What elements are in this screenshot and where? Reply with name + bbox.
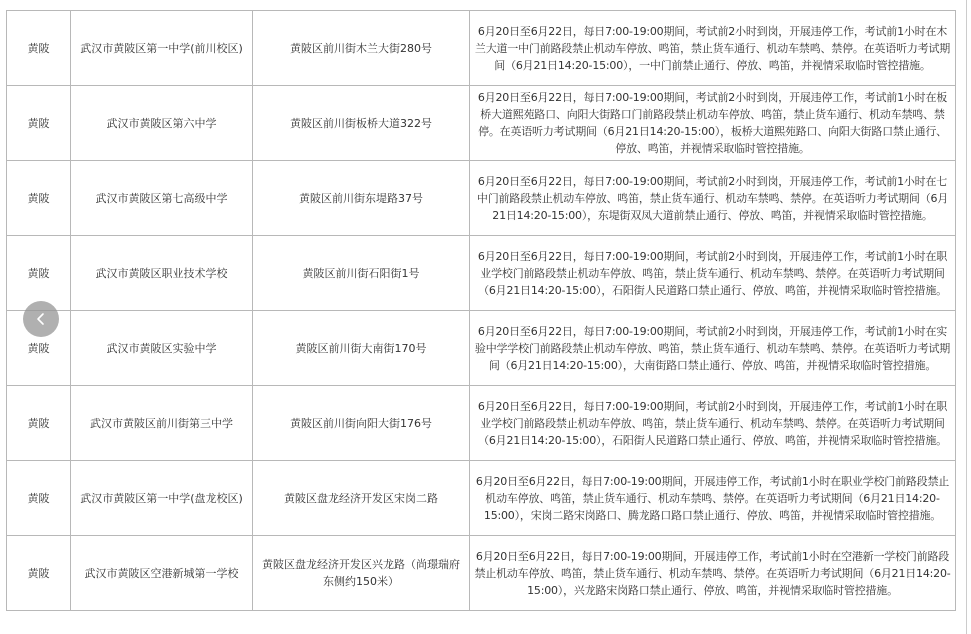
district-cell: 黄陂 [7, 161, 71, 236]
school-cell: 武汉市黄陂区第七高级中学 [71, 161, 253, 236]
table-row [7, 11, 956, 86]
measures-cell: 6月20日至6月22日，每日7:00-19:00期间，考试前2小时到岗，开展违停工作，考试前1小时在职业学校门前路段禁止机动车停放、鸣笛，禁止货车通行、机动车禁鸣、禁停。在英语听力考试期间（6月21日14:20-15:00），石阳街人民道路口禁止通行、停放、鸣笛，并视情采取临时管控措施。 [470, 386, 956, 461]
measures-cell: 6月20日至6月22日，每日7:00-19:00期间，考试前2小时到岗，开展违停工作，考试前1小时在职业学校门前路段禁止机动车停放、鸣笛，禁止货车通行、机动车禁鸣、禁停。在英语听力考试期间（6月21日14:20-15:00），石阳街人民道路口禁止通行、停放、鸣笛，并视情采取临时管控措施。 [470, 236, 956, 311]
school-cell: 武汉市黄陂区第六中学 [71, 86, 253, 161]
measures-cell: 6月20日至6月22日，每日7:00-19:00期间，考试前2小时到岗，开展违停工作，考试前1小时在木兰大道一中门前路段禁止机动车停放、鸣笛，禁止货车通行、机动车禁鸣、禁停。在英语听力考试期间（6月21日14:20-15:00），一中门前禁止通行、停放、鸣笛，并视情采取临时管控措施。 [470, 11, 956, 86]
table-row [7, 236, 956, 311]
table-row [7, 461, 956, 536]
district-cell: 黄陂 [7, 11, 71, 86]
address-cell: 黄陂区前川街大南街170号 [253, 311, 470, 386]
district-cell: 黄陂 [7, 311, 71, 386]
address-cell: 黄陂区盘龙经济开发区宋岗二路 [253, 461, 470, 536]
district-cell: 黄陂 [7, 461, 71, 536]
school-cell: 武汉市黄陂区前川街第三中学 [71, 386, 253, 461]
district-cell: 黄陂 [7, 386, 71, 461]
address-cell: 黄陂区前川街木兰大街280号 [253, 11, 470, 86]
district-cell: 黄陂 [7, 86, 71, 161]
scroll-edge-divider [966, 0, 967, 634]
table-row [7, 311, 956, 386]
district-cell: 黄陂 [7, 536, 71, 611]
address-cell: 黄陂区盘龙经济开发区兴龙路（尚璟瑞府东侧约150米） [253, 536, 470, 611]
district-cell: 黄陂 [7, 236, 71, 311]
measures-cell: 6月20日至6月22日，每日7:00-19:00期间，考试前2小时到岗，开展违停工作，考试前1小时在实验中学学校门前路段禁止机动车停放、鸣笛，禁止货车通行、机动车禁鸣、禁停。在英语听力考试期间（6月21日14:20-15:00），大南街路口禁止通行、停放、鸣笛，并视情采取临时管控措施。 [470, 311, 956, 386]
measures-cell: 6月20日至6月22日，每日7:00-19:00期间，开展违停工作，考试前1小时在职业学校门前路段禁止机动车停放、鸣笛，禁止货车通行、机动车禁鸣、禁停。在英语听力考试期间（6月21日14:20-15:00），宋岗二路宋岗路口、腾龙路口路口禁止通行、停放、鸣笛，并视情采取临时管控措施。 [470, 461, 956, 536]
table-row [7, 86, 956, 161]
school-cell: 武汉市黄陂区第一中学(前川校区) [71, 11, 253, 86]
table-body [7, 11, 956, 611]
school-cell: 武汉市黄陂区第一中学(盘龙校区) [71, 461, 253, 536]
chevron-left-icon [34, 312, 48, 326]
measures-cell: 6月20日至6月22日，每日7:00-19:00期间，开展违停工作，考试前1小时在空港新一学校门前路段禁止机动车停放、鸣笛，禁止货车通行、机动车禁鸣、禁停。在英语听力考试期间（6月21日14:20-15:00），兴龙路宋岗路口禁止通行、停放、鸣笛，并视情采取临时管控措施。 [470, 536, 956, 611]
school-cell: 武汉市黄陂区空港新城第一学校 [71, 536, 253, 611]
address-cell: 黄陂区前川街石阳街1号 [253, 236, 470, 311]
table-row [7, 386, 956, 461]
exam-traffic-table [6, 10, 956, 611]
measures-cell: 6月20日至6月22日，每日7:00-19:00期间，考试前2小时到岗，开展违停工作，考试前1小时在板桥大道熙苑路口、向阳大街路口门前路段禁止机动车停放、鸣笛，禁止货车通行、机动车禁鸣、禁停。在英语听力考试期间（6月21日14:20-15:00），板桥大道熙苑路口、向阳大街路口禁止通行、停放、鸣笛，并视情采取临时管控措施。 [470, 86, 956, 161]
address-cell: 黄陂区前川街板桥大道322号 [253, 86, 470, 161]
table-row [7, 161, 956, 236]
prev-slide-button[interactable] [23, 301, 59, 337]
address-cell: 黄陂区前川街东堤路37号 [253, 161, 470, 236]
measures-cell: 6月20日至6月22日，每日7:00-19:00期间，考试前2小时到岗，开展违停工作，考试前1小时在七中门前路段禁止机动车停放、鸣笛，禁止货车通行、机动车禁鸣、禁停。在英语听力考试期间（6月21日14:20-15:00），东堤街双凤大道前禁止通行、停放、鸣笛，并视情采取临时管控措施。 [470, 161, 956, 236]
school-cell: 武汉市黄陂区实验中学 [71, 311, 253, 386]
address-cell: 黄陂区前川街向阳大街176号 [253, 386, 470, 461]
school-cell: 武汉市黄陂区职业技术学校 [71, 236, 253, 311]
table-row [7, 536, 956, 611]
